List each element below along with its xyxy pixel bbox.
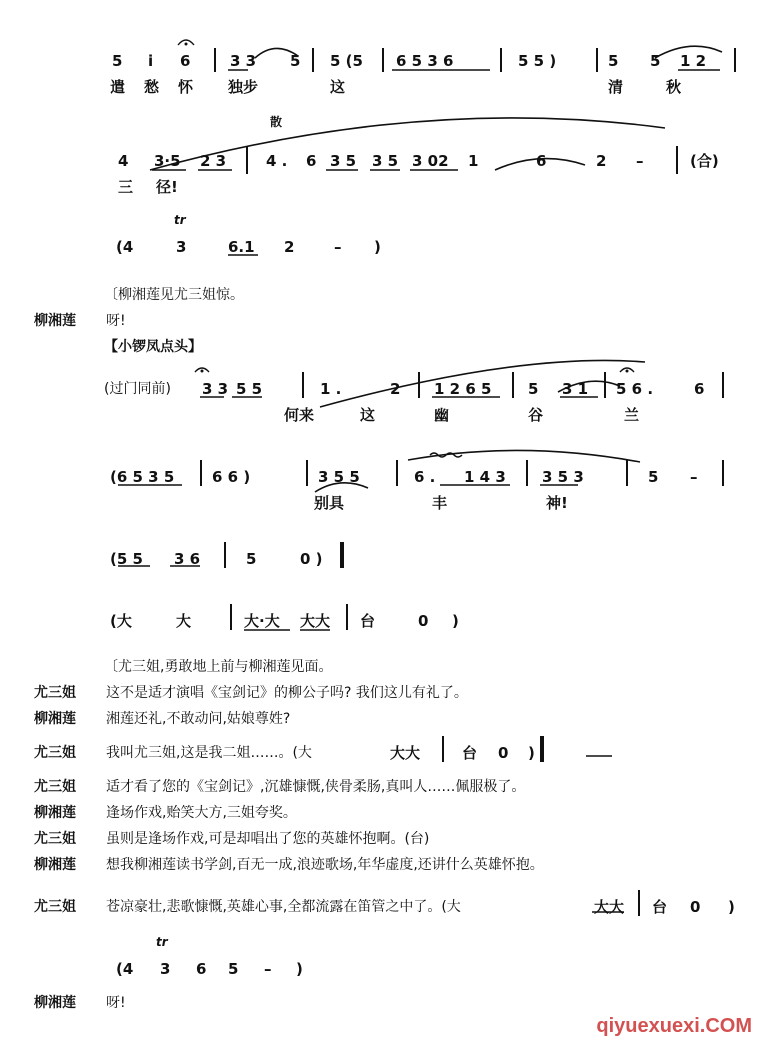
note: 5 [650,52,661,70]
note: 大 [176,612,192,630]
note: 5 [290,52,301,70]
speaker-name: 尤三姐 [34,831,76,847]
watermark: qiyuexuexi.COM [596,1015,752,1037]
note: (4 [116,960,134,978]
note: 6 . [414,468,436,486]
speech-text: 适才看了您的《宝剑记》,沉雄慷慨,侠骨柔肠,真叫人……佩服极了。 [106,779,526,795]
lyric: 三 [118,178,134,196]
note: 大·大 [244,612,280,630]
speaker-name: 柳湘莲 [34,805,76,821]
note: ) [374,238,381,256]
trill-mark: tr [156,935,168,949]
stage-direction: 〔柳湘莲见尤三姐惊。 [104,287,244,303]
note: 6.1 [228,238,255,256]
lyric: 秋 [666,78,682,96]
barline [442,736,444,762]
note: 5 [648,468,659,486]
trill-mark: tr [174,213,186,227]
barline [626,460,628,486]
note: – [636,152,644,170]
note: 2 3 [200,152,227,170]
note: 4 . [266,152,288,170]
lyric: 神! [546,494,568,512]
barline [604,372,606,398]
speaker-name: 尤三姐 [34,745,76,761]
note: 3 6 [174,550,201,568]
note: 台 [462,744,478,762]
note: i [148,52,154,70]
speech-text: 湘莲还礼,不敢动问,姑娘尊姓? [106,711,291,727]
note: 5 5 ) [518,52,557,70]
speaker-name: 柳湘莲 [34,857,76,873]
barline [526,460,528,486]
lyric: 谷 [528,406,544,424]
barline [246,146,248,174]
final-barline [340,542,344,568]
speech-text: 我叫尤三姐,这是我二姐……。(大 [106,745,312,761]
note: 大大 [390,744,421,762]
speech-text: 苍凉豪壮,悲歌慷慨,英雄心事,全都流露在笛管之中了。(大 [106,899,461,915]
note: ) [728,898,735,916]
note: 5 [228,960,239,978]
barline [722,372,724,398]
barline [596,48,598,72]
note: – [690,468,698,486]
speaker-name: 柳湘莲 [34,711,76,727]
lyric: 别具 [314,494,345,512]
note: 3 3 [202,380,229,398]
lyric: 丰 [432,494,448,512]
lyric: 幽 [434,406,450,424]
note: 6 [196,960,207,978]
note: 6 [180,52,191,70]
speech-text: 虽则是逢场作戏,可是却唱出了您的英雄怀抱啊。(台) [106,831,430,847]
barline [500,48,502,72]
note: – [334,238,342,256]
note: 3 5 3 [542,468,584,486]
note: 3 02 [412,152,449,170]
barline [230,604,232,630]
note: 1 . [320,380,342,398]
note: 台 [652,898,668,916]
speech-text: 这不是适才演唱《宝剑记》的柳公子吗? 我们这儿有礼了。 [106,685,468,701]
note: 3 5 [330,152,357,170]
barline [722,460,724,486]
note: ) [528,744,535,762]
note: (大 [110,612,132,630]
tempo-mark: 散 [270,115,283,129]
speech-text: 逢场作戏,贻笑大方,三姐夸奖。 [106,805,297,821]
note: 6 [306,152,317,170]
barline [512,372,514,398]
speech-text: 呀! [106,995,126,1011]
note: 5 (5 [330,52,363,70]
note: 3 1 [562,380,589,398]
note: 3 3 [230,52,257,70]
lyric: 独步 [228,78,259,96]
barline [302,372,304,398]
note: ) [296,960,303,978]
note: 5 [528,380,539,398]
note: 0 [498,744,509,762]
note: (5 5 [110,550,143,568]
lyric: 何来 [284,406,315,424]
note: 5 [112,52,123,70]
note: ) [452,612,459,630]
note: 3 5 5 [318,468,360,486]
barline [346,604,348,630]
note: 3 5 [372,152,399,170]
barline [214,48,216,72]
note: 6 [694,380,705,398]
speaker-name: 柳湘莲 [34,995,76,1011]
lyric: 清 [608,78,624,96]
speaker-name: 尤三姐 [34,685,76,701]
note: 0 ) [300,550,323,568]
note: 3·5 [154,152,181,170]
note: 6 6 ) [212,468,251,486]
note: 5 [608,52,619,70]
note: (4 [116,238,134,256]
lyric: 这 [360,406,376,424]
barline [676,146,678,174]
speech-text: 呀! [106,313,126,329]
prefix-text: (过门同前) [104,381,171,397]
note: 大大 [594,898,625,916]
lyric: 愁 [144,78,160,96]
note: 2 [284,238,295,256]
note: 2 [596,152,607,170]
final-barline [540,736,544,762]
note: 1 [468,152,479,170]
note: 6 5 3 6 [396,52,454,70]
barline [382,48,384,72]
barline [638,890,640,916]
speaker-name: 尤三姐 [34,779,76,795]
lyric: 这 [330,78,346,96]
barline [734,48,736,72]
barline [312,48,314,72]
fermata-dot [185,43,188,46]
lyric: 遣 [110,78,126,96]
note: 6 [536,152,547,170]
speech-text: 想我柳湘莲读书学剑,百无一成,浪迹歌场,年华虚度,还讲什么英雄怀抱。 [106,857,544,873]
note: 3 [160,960,171,978]
tune-name: 【小锣凤点头】 [104,339,202,355]
note: 5 6 . [616,380,654,398]
note: 5 5 [236,380,263,398]
note: 1 2 [680,52,707,70]
barline [418,372,420,398]
lyric: 径! [156,178,178,196]
speaker-name: 柳湘莲 [34,313,76,329]
speaker-name: 尤三姐 [34,899,76,915]
stage-direction: 〔尤三姐,勇敢地上前与柳湘莲见面。 [104,659,333,675]
lyric: 怀 [178,78,194,96]
barline [200,460,202,486]
note: 台 [360,612,376,630]
note: 0 [418,612,429,630]
note: 4 [118,152,129,170]
note: 1 2 6 5 [434,380,492,398]
note: 5 [246,550,257,568]
note: 2 [390,380,401,398]
note: 0 [690,898,701,916]
barline [396,460,398,486]
note: (合) [690,152,719,170]
barline [224,542,226,568]
note: 1 4 3 [464,468,506,486]
note: 大大 [300,612,331,630]
note: 3 [176,238,187,256]
note: – [264,960,272,978]
barline [306,460,308,486]
lyric: 兰 [624,406,640,424]
note: (6 5 3 5 [110,468,175,486]
